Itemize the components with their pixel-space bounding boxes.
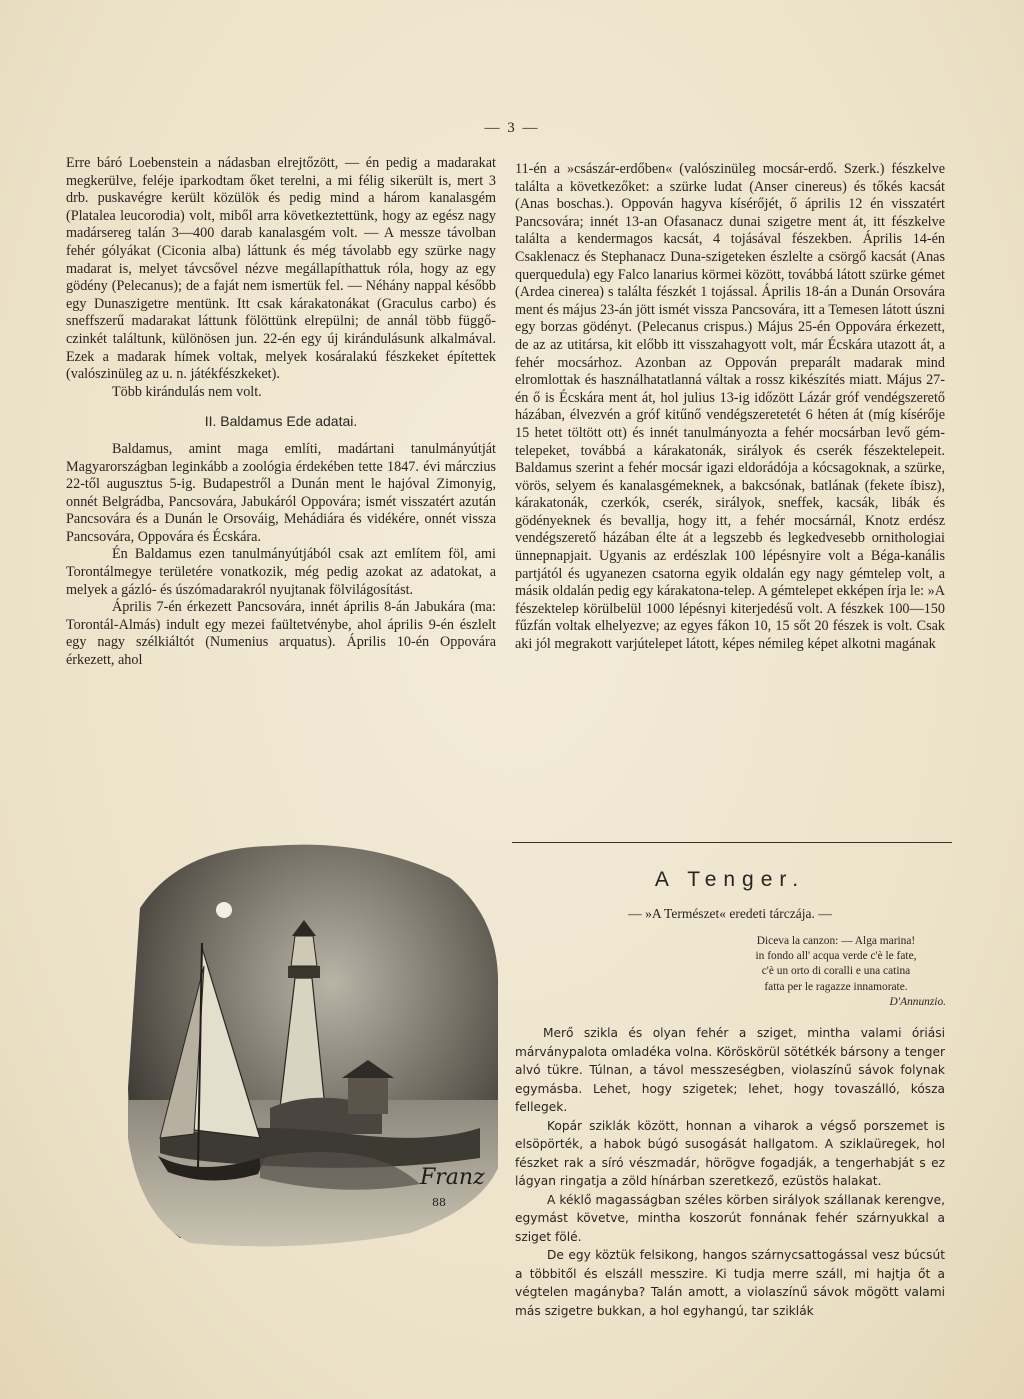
motto-line: fatta per le ragazze innamorate. <box>764 980 908 993</box>
motto-author: D'Annunzio. <box>889 995 946 1008</box>
motto-verse <box>720 934 952 1010</box>
right-paragraph: 11-én a »császár-erdőben« (valószinüleg mocsár-erdő. Szerk.) fészkelve találta a következőket: a szürke ludat (Anser cinereus) és tőkés kacsát (Anas boschas.). Oppován hagyva kísérőjét, ő április 12 én visszatért Pancsovára; innét 13-an Ofasanacz dunai szigetre ment át, itt fészkelve találta a kendermagos kacsát, 4 tojásával fészekben. Április 14-én Csaklenacz és Stephanacz Duna-szigeteken észlelte a csörgő kacsát (Anas querquedula) egy Falco lanarius körmei között, továbbá látott szürke gémet (Ardea cinerea) s találta fészkét 1 tojással. Április 18-án a Dunán Orsovára ment és május 23-án jött ismét vissza Pancsovára, itt a Temesen látott úszni egy borzas gödényt. (Pelecanus crispus.) Május 25-én Oppovára érkezett, de az az utitársa, kit előbb itt visszahagyott volt, már Écskára utazott át, a fehér mocsárhoz. Azonban az Oppován preparált madarak mind elromlottak és használhatatlanná váltak a rossz kikészítés miatt. Május 27-én ő is Écskára ment át, hol julius 13-ig időzött Lázár gróf vendégszerető házában, élvezvén a gróf kitűnő vendégszeretetét 6 héten át (míg kísérője 15 hetet töltött ott) és innét tanulmányozta a fehér mocsárban levő gémtelepeket, továbbá a kárakatonák, sirályok és cserék fészektelepeit. Baldamus szerint a fehér mocsár igazi eldorádója a kócsagoknak, a szürke, vörös, selyem és kanalasgémeknek, a bakcsónak, batlának (fekete íbisz), kárakatonák, czerkók, cserék, sirályok, sneffek, kacsák, libák és gödényeknek és bevallja, hogy itt, a fehér mocsárnál, Knotz erdész vendégszerető házában élte át a legszebb és legkedvesebb ornithologiai ünnepnapjait. Ugyanis az erdészlak 100 lépésnyire volt a Béga-kanális partjától és ugyanezen csatorna egyik oldalán egy nagy gémtelep volt, a másik oldalán pedig egy kárakatona-telep. A gémtelepet ekképen írja le: »A fészektelep körülbelül 1000 lépésnyi kiterjedésű volt. A fészkek 100—150 fűzfán voltak elhelyezve; az egyes fákon 10, 15 sőt 20 fészek is volt. Csak aki jól megrakott varjútelepet látott, képes némileg képet alkotni magának <box>515 161 945 653</box>
section-heading: II. Baldamus Ede adatai. <box>204 413 358 430</box>
article-paragraph: Merő szikla és olyan fehér a sziget, mintha valami óriási márványpalota omladéka volna. Köröskörül sötétkék bársony a tenger alvó tükre. Túlnan, a távol messzeségben, violaszínű sávok folynak egymásba. Lehet, hogy szigetek; lehet, hogy tovaszálló, kósza fellegek. <box>515 1026 945 1115</box>
tenger-article <box>515 868 945 1320</box>
column-divider-rule <box>512 842 952 843</box>
artist-signature: Franz <box>420 1165 485 1190</box>
article-title: A Tenger. <box>654 868 806 891</box>
left-paragraph: Baldamus, amint maga említi, madártani tanulmányútját Magyarországban leginkább a zoológia érdekében tette 1847. évi márczius 22-től augusztus 5-ig. Budapestről a Dunán ment le hajóval Zimonyig, onnét Belgrádba, Pancsovára, Jabukáról Oppovára; ismét visszatért azután Pancsovára és a Dunán le Orsováig, Mehádiára és vidékére, onnét vissza Pancsovára, Oppovára és Écskára. <box>66 440 496 545</box>
motto-line: in fondo all' acqua verde c'è le fate, <box>755 950 917 963</box>
article-paragraph: De egy köztük felsikong, hangos szárnycsattogással vesz búcsút a többitől és elszáll messzire. Ki tudja merre száll, mi hajtja őt a végtelen magányba? Talán amott, a violaszínű sávok mögött valami más szigetre bukkan, a hol egyhangú, tar sziklák <box>515 1248 945 1318</box>
lighthouse-engraving <box>120 838 502 1260</box>
signature-year: 88 <box>432 1196 446 1209</box>
right-column <box>515 161 945 654</box>
left-paragraph: Több kirándulás nem volt. <box>112 383 262 400</box>
article-body <box>515 1024 945 1320</box>
moon-icon <box>216 902 232 918</box>
article-paragraph: A kéklő magasságban széles körben sirályok szállanak kerengve, egymást követve, mintha koszorút fonnának fehér szárnyukkal a sziget fölé. <box>515 1192 945 1244</box>
left-column <box>66 155 496 670</box>
article-paragraph: Kopár sziklák között, honnan a viharok a végső porszemet is elsöpörték, a habok búgó susogását hallgatom. A sziklaüregek, hol fészket rak a síró vészmadár, hörögve fogadják, a tengerhabját s ez lágyan ringatja a zöld hínárban szeretkező, ezüstös halakat. <box>515 1118 945 1189</box>
motto-line: c'è un orto di coralli e una catina <box>761 965 911 978</box>
left-paragraph: Én Baldamus ezen tanulmányútjából csak azt említem föl, ami Torontálmegye területére vonatkozik, még pedig azokat az adatokat, a melyek a gázló- és úszómadarakról nyujtanak fölvilágosítást. <box>66 546 496 598</box>
page-number: — 3 — <box>484 120 540 136</box>
article-subtitle: — »A Természet« eredeti tárczája. — <box>628 906 832 921</box>
motto-line: Diceva la canzon: — Alga marina! <box>756 935 916 947</box>
left-paragraph: Április 7-én érkezett Pancsovára, innét április 8-án Jabukára (ma: Torontál-Almás) indult egy mezei faültetvénybe, ahol április 9-én észlelt egy nagy szélkiáltót (Numenius arquatus). Április 10-én Oppovára érkezett, ahol <box>66 599 496 669</box>
left-paragraph: Erre báró Loebenstein a nádasban elrejtőzött, — én pedig a madarakat megkerülve, feléje iparkodtam őket terelni, a mi félig sikerült is, mert 3 drb. puskavégre került közülök és pedig mind a három kanalasgém (Platalea leucorodia) volt, miből arra következtettünk, hogy az egész nagy madársereg talán 3—400 darab kanalasgém volt. — A messze távolban fehér gólyákat (Ciconia alba) láttunk és még távolabb egy szürke nagy madarat is, melyet távcsővel nézve megállapíthattuk róla, hogy az egy gödény (Pelecanus); de a faját nem ismertük fel. — Néhány nappal később egy Dunaszigetre mentünk. Itt csak kárakatonákat (Graculus carbo) és sneffszerű madarakat láttunk fölöttünk elrepülni; de annál több függő-czinkét találtunk, különösen jun. 22-én egy új kirándulásunk alkalmával. Ezek a madarak hímek voltak, melyek kosáralakú fészkeket építettek (valószinüleg az u. n. játékfészkeket). <box>66 155 496 383</box>
